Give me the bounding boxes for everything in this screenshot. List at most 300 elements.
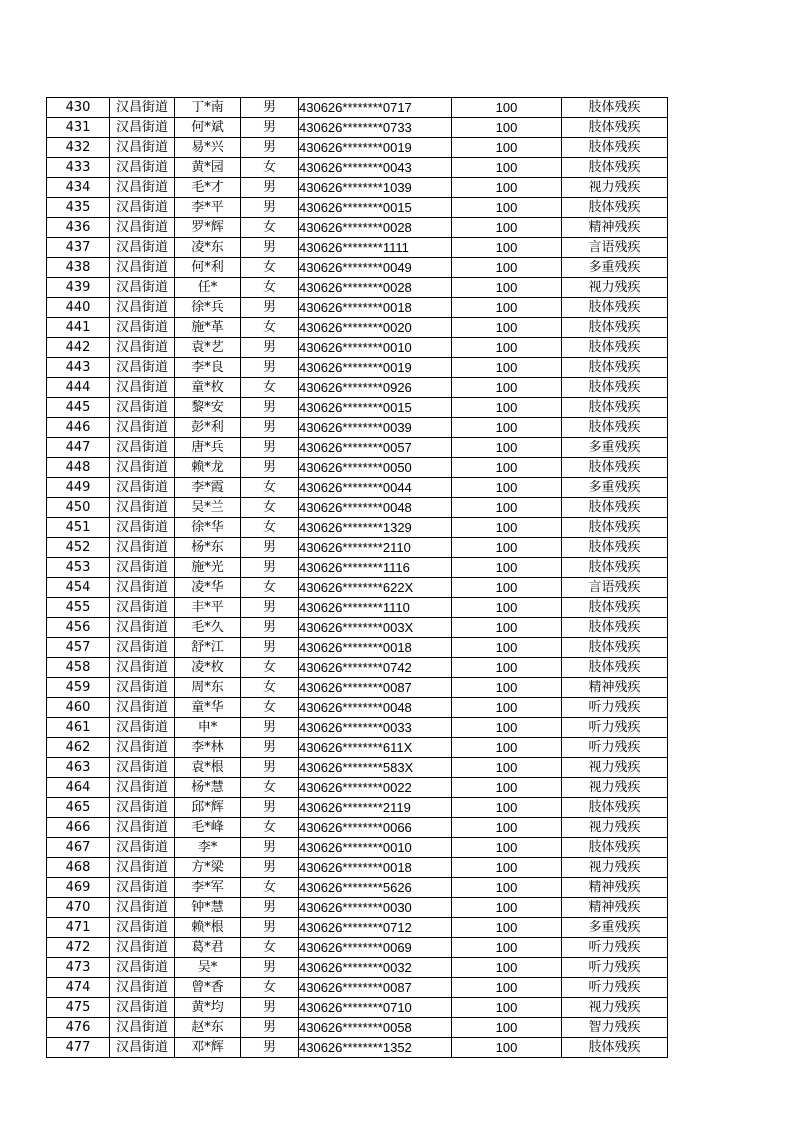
name-cell: 邓*辉 — [175, 1038, 241, 1058]
row-number-cell: 474 — [47, 978, 110, 998]
disability-type-cell: 听力残疾 — [562, 958, 668, 978]
disability-type-cell: 肢体残疾 — [562, 378, 668, 398]
street-cell: 汉昌街道 — [110, 778, 175, 798]
disability-type-cell: 听力残疾 — [562, 698, 668, 718]
row-number-cell: 472 — [47, 938, 110, 958]
row-number-cell: 434 — [47, 178, 110, 198]
gender-cell: 男 — [241, 418, 299, 438]
id-number-cell: 430626********0043 — [299, 158, 452, 178]
row-number-cell: 445 — [47, 398, 110, 418]
gender-cell: 男 — [241, 898, 299, 918]
table-row — [47, 138, 668, 158]
amount-cell: 100 — [452, 318, 562, 338]
name-cell: 钟*慧 — [175, 898, 241, 918]
street-cell: 汉昌街道 — [110, 978, 175, 998]
name-cell: 童*枚 — [175, 378, 241, 398]
gender-cell: 男 — [241, 738, 299, 758]
row-number-cell: 444 — [47, 378, 110, 398]
name-cell: 童*华 — [175, 698, 241, 718]
table-row — [47, 618, 668, 638]
id-number-cell: 430626********0049 — [299, 258, 452, 278]
id-number-cell: 430626********0058 — [299, 1018, 452, 1038]
row-number-cell: 438 — [47, 258, 110, 278]
gender-cell: 男 — [241, 178, 299, 198]
gender-cell: 女 — [241, 318, 299, 338]
row-number-cell: 460 — [47, 698, 110, 718]
amount-cell: 100 — [452, 638, 562, 658]
gender-cell: 男 — [241, 538, 299, 558]
gender-cell: 男 — [241, 358, 299, 378]
disability-type-cell: 肢体残疾 — [562, 198, 668, 218]
street-cell: 汉昌街道 — [110, 638, 175, 658]
name-cell: 赖*根 — [175, 918, 241, 938]
amount-cell: 100 — [452, 698, 562, 718]
gender-cell: 男 — [241, 838, 299, 858]
disability-type-cell: 精神残疾 — [562, 218, 668, 238]
street-cell: 汉昌街道 — [110, 738, 175, 758]
street-cell: 汉昌街道 — [110, 398, 175, 418]
name-cell: 凌*华 — [175, 578, 241, 598]
name-cell: 凌*东 — [175, 238, 241, 258]
id-number-cell: 430626********0057 — [299, 438, 452, 458]
id-number-cell: 430626********0048 — [299, 498, 452, 518]
disability-type-cell: 肢体残疾 — [562, 638, 668, 658]
amount-cell: 100 — [452, 738, 562, 758]
street-cell: 汉昌街道 — [110, 1038, 175, 1058]
name-cell: 赵*东 — [175, 1018, 241, 1038]
table-row — [47, 338, 668, 358]
disability-type-cell: 精神残疾 — [562, 678, 668, 698]
row-number-cell: 449 — [47, 478, 110, 498]
amount-cell: 100 — [452, 618, 562, 638]
amount-cell: 100 — [452, 358, 562, 378]
amount-cell: 100 — [452, 418, 562, 438]
name-cell: 任* — [175, 278, 241, 298]
row-number-cell: 440 — [47, 298, 110, 318]
id-number-cell: 430626********1116 — [299, 558, 452, 578]
row-number-cell: 466 — [47, 818, 110, 838]
table-row — [47, 1018, 668, 1038]
amount-cell: 100 — [452, 1038, 562, 1058]
disability-type-cell: 肢体残疾 — [562, 358, 668, 378]
disability-type-cell: 多重残疾 — [562, 438, 668, 458]
row-number-cell: 433 — [47, 158, 110, 178]
amount-cell: 100 — [452, 778, 562, 798]
id-number-cell: 430626********0926 — [299, 378, 452, 398]
table-body — [47, 98, 668, 1058]
disability-type-cell: 肢体残疾 — [562, 338, 668, 358]
street-cell: 汉昌街道 — [110, 918, 175, 938]
street-cell: 汉昌街道 — [110, 158, 175, 178]
disability-type-cell: 言语残疾 — [562, 238, 668, 258]
name-cell: 李*霞 — [175, 478, 241, 498]
street-cell: 汉昌街道 — [110, 258, 175, 278]
name-cell: 李*平 — [175, 198, 241, 218]
id-number-cell: 430626********0032 — [299, 958, 452, 978]
row-number-cell: 442 — [47, 338, 110, 358]
street-cell: 汉昌街道 — [110, 198, 175, 218]
gender-cell: 男 — [241, 798, 299, 818]
table-row — [47, 778, 668, 798]
street-cell: 汉昌街道 — [110, 238, 175, 258]
table-row — [47, 458, 668, 478]
name-cell: 黎*安 — [175, 398, 241, 418]
name-cell: 罗*辉 — [175, 218, 241, 238]
amount-cell: 100 — [452, 518, 562, 538]
amount-cell: 100 — [452, 538, 562, 558]
id-number-cell: 430626********0030 — [299, 898, 452, 918]
name-cell: 徐*华 — [175, 518, 241, 538]
amount-cell: 100 — [452, 158, 562, 178]
name-cell: 葛*君 — [175, 938, 241, 958]
table-row — [47, 998, 668, 1018]
disability-type-cell: 视力残疾 — [562, 858, 668, 878]
table-row — [47, 738, 668, 758]
row-number-cell: 451 — [47, 518, 110, 538]
street-cell: 汉昌街道 — [110, 138, 175, 158]
street-cell: 汉昌街道 — [110, 278, 175, 298]
disability-type-cell: 肢体残疾 — [562, 518, 668, 538]
amount-cell: 100 — [452, 98, 562, 118]
row-number-cell: 448 — [47, 458, 110, 478]
id-number-cell: 430626********0018 — [299, 858, 452, 878]
name-cell: 袁*艺 — [175, 338, 241, 358]
amount-cell: 100 — [452, 958, 562, 978]
disability-type-cell: 肢体残疾 — [562, 118, 668, 138]
table-row — [47, 938, 668, 958]
name-cell: 杨*慧 — [175, 778, 241, 798]
table-row — [47, 978, 668, 998]
disability-type-cell: 肢体残疾 — [562, 538, 668, 558]
data-table — [46, 97, 668, 1058]
gender-cell: 女 — [241, 218, 299, 238]
street-cell: 汉昌街道 — [110, 118, 175, 138]
amount-cell: 100 — [452, 918, 562, 938]
row-number-cell: 447 — [47, 438, 110, 458]
row-number-cell: 475 — [47, 998, 110, 1018]
row-number-cell: 458 — [47, 658, 110, 678]
id-number-cell: 430626********0087 — [299, 978, 452, 998]
table-row — [47, 598, 668, 618]
name-cell: 毛*峰 — [175, 818, 241, 838]
disability-type-cell: 肢体残疾 — [562, 558, 668, 578]
id-number-cell: 430626********0010 — [299, 838, 452, 858]
street-cell: 汉昌街道 — [110, 998, 175, 1018]
amount-cell: 100 — [452, 1018, 562, 1038]
name-cell: 方*梁 — [175, 858, 241, 878]
row-number-cell: 456 — [47, 618, 110, 638]
disability-type-cell: 视力残疾 — [562, 758, 668, 778]
disability-type-cell: 肢体残疾 — [562, 398, 668, 418]
gender-cell: 女 — [241, 258, 299, 278]
id-number-cell: 430626********0018 — [299, 638, 452, 658]
disability-type-cell: 肢体残疾 — [562, 138, 668, 158]
name-cell: 吴*兰 — [175, 498, 241, 518]
disability-type-cell: 视力残疾 — [562, 278, 668, 298]
amount-cell: 100 — [452, 278, 562, 298]
amount-cell: 100 — [452, 718, 562, 738]
amount-cell: 100 — [452, 438, 562, 458]
amount-cell: 100 — [452, 578, 562, 598]
table-row — [47, 218, 668, 238]
amount-cell: 100 — [452, 198, 562, 218]
id-number-cell: 430626********1111 — [299, 238, 452, 258]
name-cell: 易*兴 — [175, 138, 241, 158]
name-cell: 李*林 — [175, 738, 241, 758]
id-number-cell: 430626********0050 — [299, 458, 452, 478]
disability-type-cell: 多重残疾 — [562, 918, 668, 938]
table-row — [47, 438, 668, 458]
id-number-cell: 430626********0742 — [299, 658, 452, 678]
amount-cell: 100 — [452, 138, 562, 158]
id-number-cell: 430626********0033 — [299, 718, 452, 738]
table-row — [47, 878, 668, 898]
table-row — [47, 498, 668, 518]
id-number-cell: 430626********1352 — [299, 1038, 452, 1058]
name-cell: 毛*才 — [175, 178, 241, 198]
name-cell: 李*军 — [175, 878, 241, 898]
disability-type-cell: 视力残疾 — [562, 998, 668, 1018]
amount-cell: 100 — [452, 398, 562, 418]
name-cell: 彭*利 — [175, 418, 241, 438]
id-number-cell: 430626********0015 — [299, 398, 452, 418]
row-number-cell: 437 — [47, 238, 110, 258]
amount-cell: 100 — [452, 238, 562, 258]
id-number-cell: 430626********0018 — [299, 298, 452, 318]
street-cell: 汉昌街道 — [110, 878, 175, 898]
row-number-cell: 431 — [47, 118, 110, 138]
table-row — [47, 478, 668, 498]
gender-cell: 男 — [241, 858, 299, 878]
amount-cell: 100 — [452, 898, 562, 918]
table-row — [47, 958, 668, 978]
gender-cell: 男 — [241, 758, 299, 778]
street-cell: 汉昌街道 — [110, 678, 175, 698]
street-cell: 汉昌街道 — [110, 98, 175, 118]
gender-cell: 男 — [241, 958, 299, 978]
gender-cell: 男 — [241, 1038, 299, 1058]
table-row — [47, 178, 668, 198]
gender-cell: 女 — [241, 938, 299, 958]
table-row — [47, 238, 668, 258]
id-number-cell: 430626********0717 — [299, 98, 452, 118]
disability-type-cell: 视力残疾 — [562, 778, 668, 798]
row-number-cell: 454 — [47, 578, 110, 598]
id-number-cell: 430626********0019 — [299, 358, 452, 378]
disability-type-cell: 精神残疾 — [562, 898, 668, 918]
disability-type-cell: 肢体残疾 — [562, 598, 668, 618]
disability-type-cell: 肢体残疾 — [562, 658, 668, 678]
street-cell: 汉昌街道 — [110, 538, 175, 558]
disability-type-cell: 肢体残疾 — [562, 98, 668, 118]
gender-cell: 男 — [241, 338, 299, 358]
name-cell: 邱*辉 — [175, 798, 241, 818]
row-number-cell: 439 — [47, 278, 110, 298]
row-number-cell: 435 — [47, 198, 110, 218]
street-cell: 汉昌街道 — [110, 1018, 175, 1038]
street-cell: 汉昌街道 — [110, 698, 175, 718]
id-number-cell: 430626********0015 — [299, 198, 452, 218]
amount-cell: 100 — [452, 938, 562, 958]
street-cell: 汉昌街道 — [110, 318, 175, 338]
amount-cell: 100 — [452, 258, 562, 278]
gender-cell: 男 — [241, 638, 299, 658]
disability-type-cell: 肢体残疾 — [562, 618, 668, 638]
table-row — [47, 378, 668, 398]
id-number-cell: 430626********003X — [299, 618, 452, 638]
gender-cell: 女 — [241, 778, 299, 798]
id-number-cell: 430626********0028 — [299, 218, 452, 238]
disability-type-cell: 肢体残疾 — [562, 298, 668, 318]
gender-cell: 男 — [241, 1018, 299, 1038]
street-cell: 汉昌街道 — [110, 618, 175, 638]
street-cell: 汉昌街道 — [110, 478, 175, 498]
street-cell: 汉昌街道 — [110, 938, 175, 958]
street-cell: 汉昌街道 — [110, 658, 175, 678]
street-cell: 汉昌街道 — [110, 578, 175, 598]
id-number-cell: 430626********611X — [299, 738, 452, 758]
disability-type-cell: 听力残疾 — [562, 978, 668, 998]
name-cell: 毛*久 — [175, 618, 241, 638]
row-number-cell: 432 — [47, 138, 110, 158]
id-number-cell: 430626********1110 — [299, 598, 452, 618]
street-cell: 汉昌街道 — [110, 758, 175, 778]
name-cell: 申* — [175, 718, 241, 738]
gender-cell: 男 — [241, 598, 299, 618]
row-number-cell: 462 — [47, 738, 110, 758]
name-cell: 施*革 — [175, 318, 241, 338]
table-row — [47, 558, 668, 578]
disability-type-cell: 肢体残疾 — [562, 418, 668, 438]
id-number-cell: 430626********0712 — [299, 918, 452, 938]
gender-cell: 女 — [241, 818, 299, 838]
row-number-cell: 476 — [47, 1018, 110, 1038]
street-cell: 汉昌街道 — [110, 178, 175, 198]
table-row — [47, 918, 668, 938]
amount-cell: 100 — [452, 478, 562, 498]
id-number-cell: 430626********0028 — [299, 278, 452, 298]
row-number-cell: 471 — [47, 918, 110, 938]
amount-cell: 100 — [452, 978, 562, 998]
amount-cell: 100 — [452, 658, 562, 678]
gender-cell: 男 — [241, 98, 299, 118]
row-number-cell: 477 — [47, 1038, 110, 1058]
row-number-cell: 469 — [47, 878, 110, 898]
amount-cell: 100 — [452, 378, 562, 398]
disability-type-cell: 言语残疾 — [562, 578, 668, 598]
table-row — [47, 818, 668, 838]
street-cell: 汉昌街道 — [110, 358, 175, 378]
street-cell: 汉昌街道 — [110, 858, 175, 878]
id-number-cell: 430626********0066 — [299, 818, 452, 838]
table-row — [47, 398, 668, 418]
id-number-cell: 430626********0020 — [299, 318, 452, 338]
amount-cell: 100 — [452, 858, 562, 878]
amount-cell: 100 — [452, 678, 562, 698]
amount-cell: 100 — [452, 458, 562, 478]
table-row — [47, 198, 668, 218]
row-number-cell: 455 — [47, 598, 110, 618]
street-cell: 汉昌街道 — [110, 298, 175, 318]
gender-cell: 男 — [241, 198, 299, 218]
table-row — [47, 898, 668, 918]
street-cell: 汉昌街道 — [110, 338, 175, 358]
id-number-cell: 430626********0048 — [299, 698, 452, 718]
gender-cell: 男 — [241, 618, 299, 638]
id-number-cell: 430626********0069 — [299, 938, 452, 958]
name-cell: 舒*江 — [175, 638, 241, 658]
id-number-cell: 430626********2119 — [299, 798, 452, 818]
name-cell: 李* — [175, 838, 241, 858]
gender-cell: 男 — [241, 238, 299, 258]
table-row — [47, 318, 668, 338]
table-row — [47, 358, 668, 378]
id-number-cell: 430626********0710 — [299, 998, 452, 1018]
table-row — [47, 118, 668, 138]
street-cell: 汉昌街道 — [110, 958, 175, 978]
row-number-cell: 441 — [47, 318, 110, 338]
disability-type-cell: 听力残疾 — [562, 718, 668, 738]
disability-type-cell: 听力残疾 — [562, 938, 668, 958]
table-row — [47, 658, 668, 678]
table-row — [47, 538, 668, 558]
disability-type-cell: 多重残疾 — [562, 258, 668, 278]
disability-type-cell: 肢体残疾 — [562, 498, 668, 518]
street-cell: 汉昌街道 — [110, 898, 175, 918]
gender-cell: 女 — [241, 698, 299, 718]
name-cell: 何*利 — [175, 258, 241, 278]
disability-type-cell: 肢体残疾 — [562, 838, 668, 858]
table-row — [47, 698, 668, 718]
id-number-cell: 430626********0087 — [299, 678, 452, 698]
table-row — [47, 418, 668, 438]
disability-type-cell: 多重残疾 — [562, 478, 668, 498]
gender-cell: 男 — [241, 458, 299, 478]
table-row — [47, 98, 668, 118]
table-row — [47, 518, 668, 538]
disability-type-cell: 视力残疾 — [562, 178, 668, 198]
row-number-cell: 473 — [47, 958, 110, 978]
gender-cell: 男 — [241, 298, 299, 318]
row-number-cell: 461 — [47, 718, 110, 738]
name-cell: 黄*均 — [175, 998, 241, 1018]
street-cell: 汉昌街道 — [110, 518, 175, 538]
gender-cell: 男 — [241, 398, 299, 418]
table-row — [47, 258, 668, 278]
name-cell: 杨*东 — [175, 538, 241, 558]
row-number-cell: 430 — [47, 98, 110, 118]
street-cell: 汉昌街道 — [110, 718, 175, 738]
disability-type-cell: 肢体残疾 — [562, 798, 668, 818]
table-row — [47, 758, 668, 778]
gender-cell: 男 — [241, 558, 299, 578]
name-cell: 施*光 — [175, 558, 241, 578]
street-cell: 汉昌街道 — [110, 458, 175, 478]
name-cell: 丰*平 — [175, 598, 241, 618]
row-number-cell: 443 — [47, 358, 110, 378]
name-cell: 袁*根 — [175, 758, 241, 778]
disability-type-cell: 肢体残疾 — [562, 1038, 668, 1058]
row-number-cell: 468 — [47, 858, 110, 878]
gender-cell: 男 — [241, 438, 299, 458]
name-cell: 丁*南 — [175, 98, 241, 118]
street-cell: 汉昌街道 — [110, 418, 175, 438]
street-cell: 汉昌街道 — [110, 818, 175, 838]
gender-cell: 男 — [241, 138, 299, 158]
amount-cell: 100 — [452, 558, 562, 578]
gender-cell: 女 — [241, 978, 299, 998]
street-cell: 汉昌街道 — [110, 378, 175, 398]
